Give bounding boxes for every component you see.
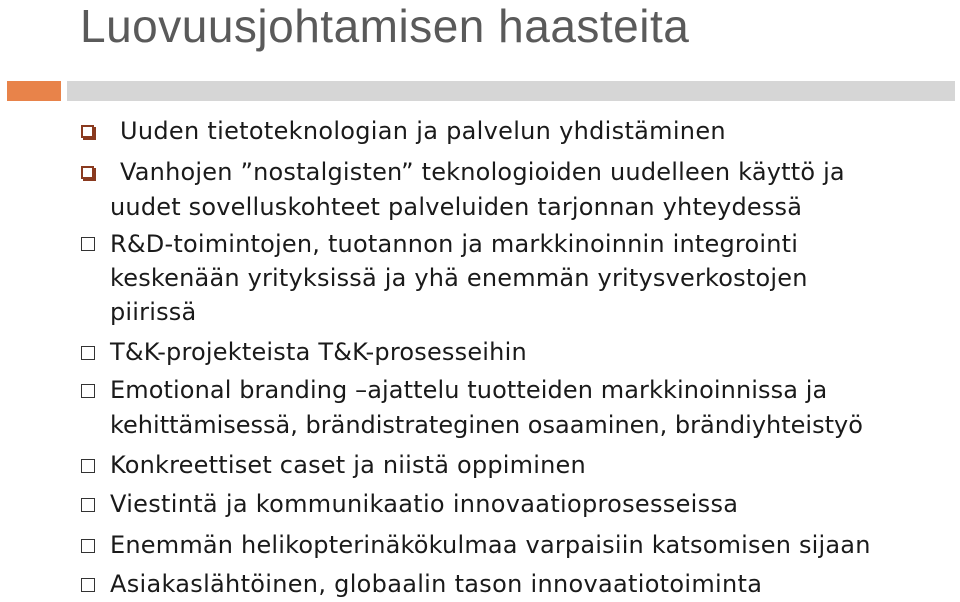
bullet-text-line: Asiakaslähtöinen, globaalin tason innovaatiotoiminta (110, 570, 763, 598)
checkbox-icon (81, 459, 95, 473)
bullet-text-line: uudet sovelluskohteet palveluiden tarjonnan yhteydessä (110, 193, 803, 221)
bullet-text-line: T&K-projekteista T&K-prosesseihin (110, 338, 527, 366)
bullet-text-line: piirissä (110, 298, 197, 326)
bullet-text-line: Viestintä ja kommunikaatio innovaatioprosesseissa (110, 490, 739, 518)
checkbox-icon (81, 539, 95, 553)
title-divider-bar (67, 81, 955, 101)
bullet-text-line: Emotional branding –ajattelu tuotteiden markkinoinnissa ja (110, 376, 828, 404)
bullet-text-line: Vanhojen ”nostalgisten” teknologioiden uudelleen käyttö ja (120, 158, 845, 186)
checkbox-icon (81, 237, 95, 251)
checkbox-icon (81, 578, 95, 592)
checkbox-filled-icon (81, 125, 94, 138)
bullet-text-line: Uuden tietoteknologian ja palvelun yhdistäminen (120, 117, 726, 145)
bullet-text-line: Konkreettiset caset ja niistä oppiminen (110, 451, 586, 479)
checkbox-filled-icon (81, 166, 94, 179)
checkbox-icon (81, 384, 95, 398)
bullet-text-line: kehittämisessä, brändistrateginen osaaminen, brändiyhteistyö (110, 411, 863, 439)
checkbox-icon (81, 498, 95, 512)
title-accent-bar (7, 81, 61, 101)
checkbox-icon (81, 346, 95, 360)
bullet-text-line: Enemmän helikopterinäkökulmaa varpaisiin katsomisen sijaan (110, 531, 871, 559)
bullet-text-line: keskenään yrityksissä ja yhä enemmän yritysverkostojen (110, 264, 808, 292)
slide-title: Luovuusjohtamisen haasteita (80, 0, 690, 52)
bullet-text-line: R&D-toimintojen, tuotannon ja markkinoinnin integrointi (110, 230, 799, 258)
